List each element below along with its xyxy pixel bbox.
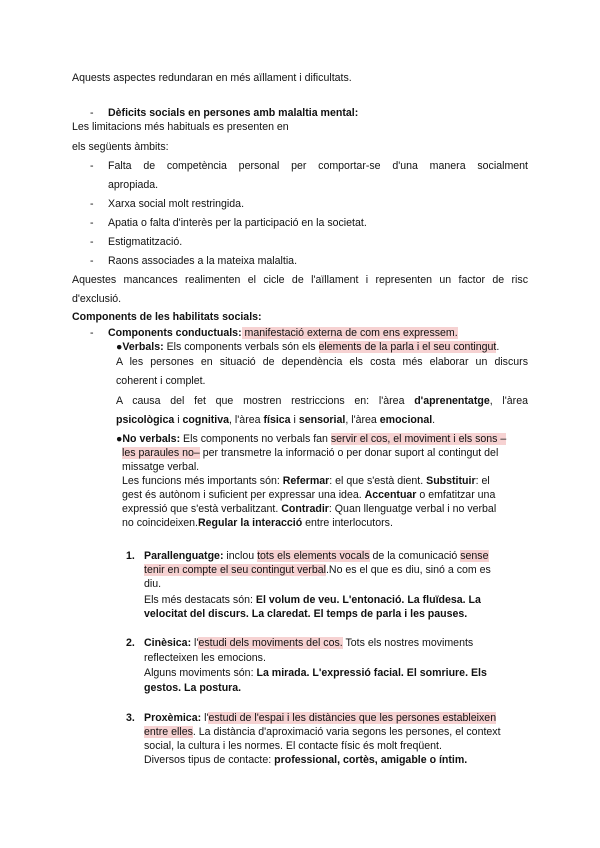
parallenguatge-line-5: velocitat del discurs. La claredat. El temps de parla i les pauses. bbox=[144, 608, 468, 620]
dash-marker: - bbox=[90, 198, 94, 210]
noverbals-line-5 bbox=[122, 489, 495, 502]
bold-term: Contradir bbox=[281, 503, 329, 515]
parallenguatge-line-3: diu. bbox=[144, 578, 162, 590]
item-title: Cinèsica: bbox=[144, 637, 192, 649]
item-text: Tots els nostres moviments bbox=[342, 637, 474, 649]
item-bold: La mirada. L'expressió facial. El somriure. Els bbox=[256, 667, 487, 679]
item-text: . La distància d'aproximació varia segons les persones, el context bbox=[192, 726, 501, 738]
verbals-text: , l'àrea bbox=[229, 414, 264, 426]
conductuals-label: Components conductuals: bbox=[108, 327, 242, 339]
item-highlight: estudi de l'espai i les distàncies que les persones estableixen bbox=[208, 712, 497, 724]
parallenguatge-line-4 bbox=[144, 594, 481, 607]
noverbals-line-1 bbox=[116, 433, 506, 446]
cinesica-line-1 bbox=[144, 637, 473, 650]
item-text: Els més destacats són: bbox=[144, 594, 256, 606]
verbals-line-3: coherent i complet. bbox=[116, 375, 206, 387]
deficit-item: Raons associades a la mateixa malaltia. bbox=[108, 255, 298, 267]
bullet-icon: ● bbox=[116, 341, 123, 353]
verbals-text: , l'àrea bbox=[489, 395, 528, 407]
bold-term: Refermar bbox=[282, 475, 330, 487]
verbals-text: i bbox=[174, 414, 183, 426]
deficit-item: Falta de competència personal per comportar-se d'una manera socialment bbox=[108, 160, 528, 172]
dash-marker: - bbox=[90, 327, 94, 339]
item-title: Parallenguatge: bbox=[144, 550, 224, 562]
noverbals-text: expressió que s'està verbalitzant. bbox=[122, 503, 282, 515]
noverbals-text: Les funcions més importants són: bbox=[122, 475, 283, 487]
verbals-line-2: A les persones en situació de dependència els costa més elaborar un discurs bbox=[116, 356, 528, 368]
noverbals-text: no coincideixen. bbox=[122, 517, 198, 529]
bold-term: física bbox=[263, 414, 291, 426]
parallenguatge-line-1 bbox=[144, 550, 489, 563]
deficit-item: Xarxa social molt restringida. bbox=[108, 198, 245, 210]
deficits-closing-2: d'exclusió. bbox=[72, 293, 122, 305]
deficits-heading: Dèficits socials en persones amb malaltia mental: bbox=[108, 107, 359, 119]
item-title: Proxèmica: bbox=[144, 712, 202, 724]
noverbals-line-7 bbox=[122, 517, 393, 530]
deficits-lead-1: Les limitacions més habituals es presenten en bbox=[72, 121, 289, 133]
item-bold: professional, cortès, amigable o íntim. bbox=[274, 754, 468, 766]
dash-marker: - bbox=[90, 236, 94, 248]
noverbals-text: per transmetre la informació o per donar suport al contingut del bbox=[199, 447, 499, 459]
bold-term: cognitiva bbox=[182, 414, 230, 426]
item-highlight: estudi dels moviments del cos. bbox=[198, 637, 343, 649]
bold-term: Substituir bbox=[426, 475, 476, 487]
item-text: de la comunicació bbox=[369, 550, 461, 562]
intro-text: Aquests aspectes redundaran en més aïllament i dificultats. bbox=[72, 72, 352, 84]
noverbals-text: : el que s'està dient. bbox=[329, 475, 427, 487]
verbals-text: . bbox=[432, 414, 436, 426]
noverbals-text: : el bbox=[475, 475, 490, 487]
dash-marker: - bbox=[90, 217, 94, 229]
noverbals-text: : Quan llenguatge verbal i no verbal bbox=[328, 503, 497, 515]
noverbals-highlight: servir el cos, el moviment i els sons – bbox=[330, 433, 507, 445]
noverbals-line-2 bbox=[122, 447, 498, 460]
cinesica-line-4: gestos. La postura. bbox=[144, 682, 242, 694]
deficits-closing-1: Aquestes mancances realimenten el cicle de l'aïllament i representen un factor de risc bbox=[72, 274, 528, 286]
bold-term: psicològica bbox=[116, 414, 175, 426]
noverbals-line-3: missatge verbal. bbox=[122, 461, 200, 473]
bold-term: d'aprenentatge bbox=[414, 395, 490, 407]
bold-term: Regular la interacció bbox=[197, 517, 303, 529]
conductuals-desc: manifestació externa de com ens expressem. bbox=[241, 327, 458, 339]
bold-term: sensorial bbox=[298, 414, 346, 426]
dash-marker: - bbox=[90, 160, 94, 172]
noverbals-label: No verbals: bbox=[122, 433, 181, 445]
item-text: Diversos tipus de contacte: bbox=[144, 754, 275, 766]
item-highlight: tots els elements vocals bbox=[257, 550, 370, 562]
deficit-item-cont: apropiada. bbox=[108, 179, 159, 191]
deficit-item: Apatia o falta d'interès per la participació en la societat. bbox=[108, 217, 367, 229]
item-bold: El volum de veu. L'entonació. La fluïdesa. La bbox=[255, 594, 481, 606]
noverbals-text: entre interlocutors. bbox=[302, 517, 393, 529]
proxemica-line-3: social, la cultura i les normes. El contacte físic és molt freqüent. bbox=[144, 740, 442, 752]
noverbals-highlight: les paraules no– bbox=[122, 447, 200, 459]
noverbals-text: o emfatitzar una bbox=[416, 489, 496, 501]
verbals-text: , l'àrea bbox=[345, 414, 380, 426]
item-highlight: sense bbox=[460, 550, 489, 562]
noverbals-line-6 bbox=[122, 503, 496, 516]
dash-marker: - bbox=[90, 255, 94, 267]
item-number: 3. bbox=[126, 712, 135, 724]
bullet-icon: ● bbox=[116, 433, 123, 445]
cinesica-line-3 bbox=[144, 667, 487, 680]
dash-marker: - bbox=[90, 107, 94, 119]
deficits-lead-2: els següents àmbits: bbox=[72, 141, 169, 153]
verbals-line-4 bbox=[116, 395, 528, 408]
item-highlight: entre elles bbox=[144, 726, 193, 738]
deficit-item: Estigmatització. bbox=[108, 236, 183, 248]
parallenguatge-line-2 bbox=[144, 564, 491, 577]
verbals-line-1: ●Verbals: Els components verbals són els elements de la parla i el seu contingut. bbox=[116, 341, 500, 353]
cinesica-line-2: reflecteixen les emocions. bbox=[144, 652, 266, 664]
item-text: l' bbox=[191, 637, 199, 649]
verbals-text: Els components verbals són els bbox=[163, 341, 319, 353]
bold-term: Accentuar bbox=[364, 489, 417, 501]
components-conductuals bbox=[108, 327, 458, 340]
noverbals-line-4 bbox=[122, 475, 490, 488]
noverbals-text: Els components no verbals fan bbox=[180, 433, 331, 445]
item-text: inclou bbox=[223, 550, 258, 562]
noverbals-text: gest és autònom i suficient per expressar una idea. bbox=[122, 489, 365, 501]
verbals-label: Verbals: bbox=[122, 341, 164, 353]
item-highlight: tenir en compte el seu contingut verbal bbox=[144, 564, 326, 576]
proxemica-line-1 bbox=[144, 712, 496, 725]
verbals-line-5 bbox=[116, 414, 435, 427]
proxemica-line-2 bbox=[144, 726, 501, 739]
item-text: Alguns moviments són: bbox=[144, 667, 257, 679]
item-text: .No es el que es diu, sinó a com es bbox=[325, 564, 491, 576]
components-heading: Components de les habilitats socials: bbox=[72, 311, 262, 323]
verbals-highlight: elements de la parla i el seu contingut bbox=[318, 341, 497, 353]
bold-term: emocional bbox=[379, 414, 433, 426]
item-text: l' bbox=[201, 712, 209, 724]
item-number: 1. bbox=[126, 550, 135, 562]
proxemica-line-4 bbox=[144, 754, 467, 767]
verbals-text: i bbox=[290, 414, 299, 426]
verbals-text: A causa del fet que mostren restriccions en: l'àrea bbox=[116, 395, 415, 407]
item-number: 2. bbox=[126, 637, 135, 649]
